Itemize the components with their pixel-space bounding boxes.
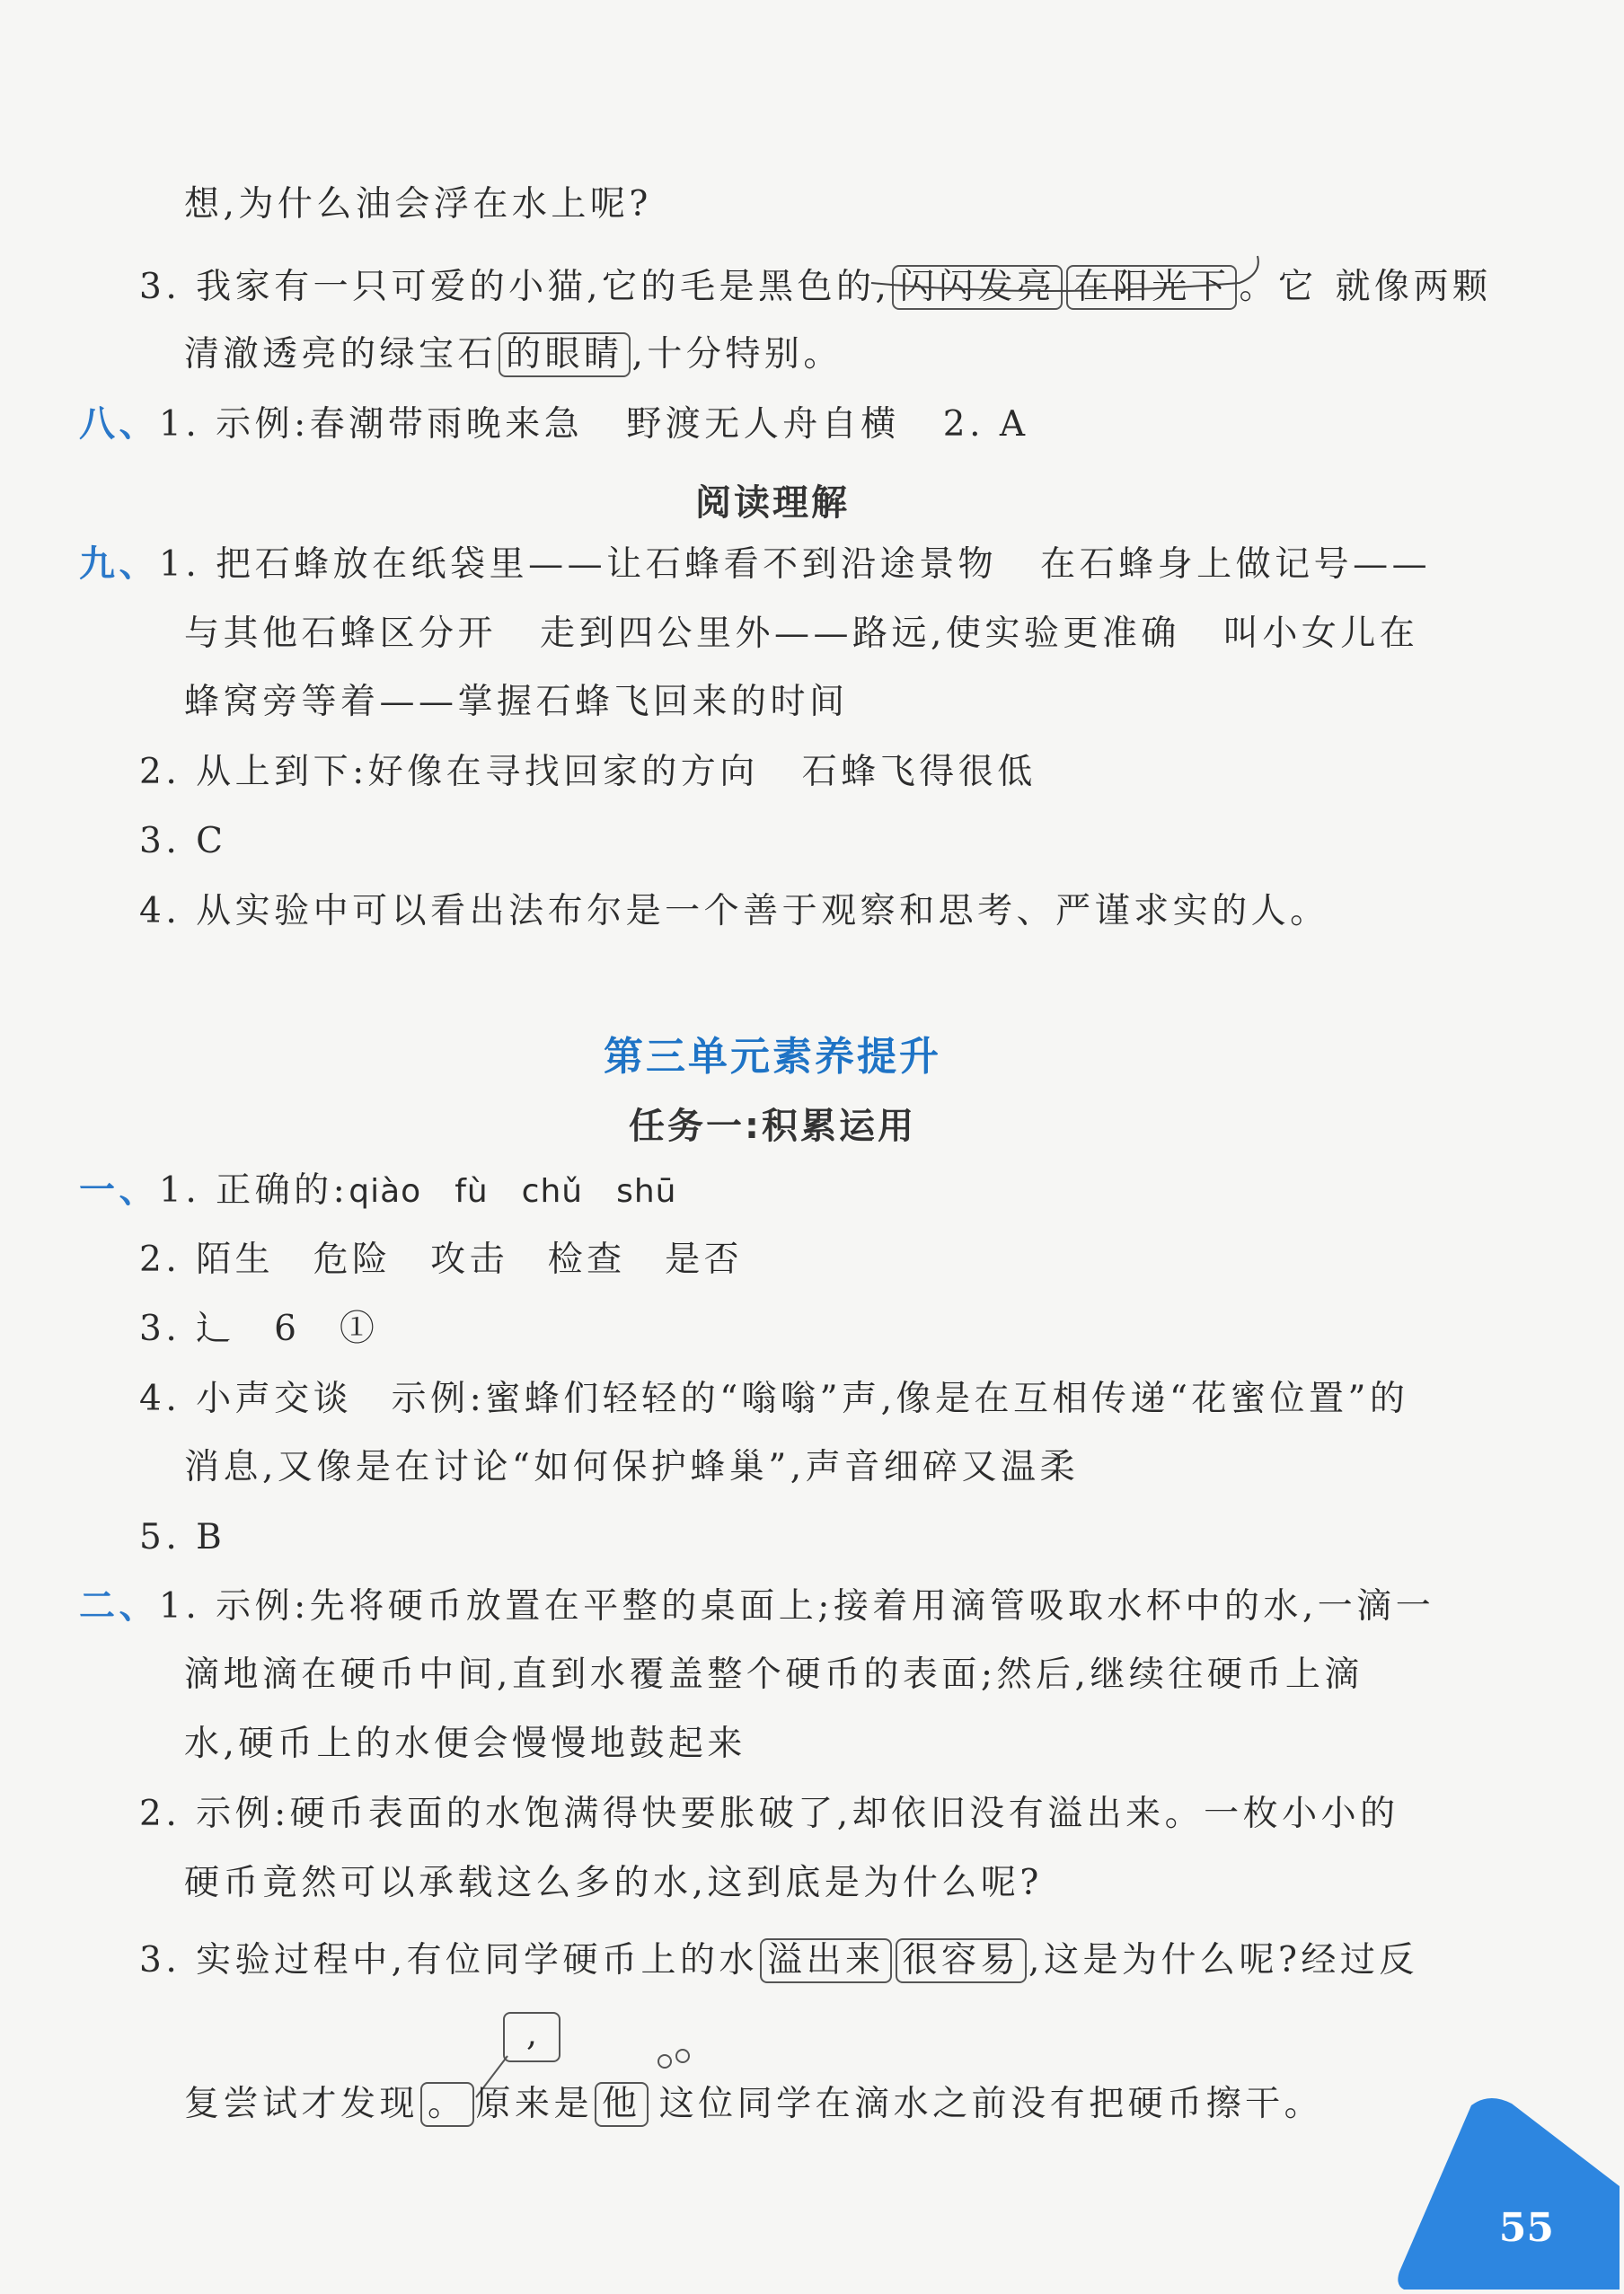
answer-line: 5. B	[139, 1517, 226, 1557]
text-segment: 1. 示例:春潮带雨晚来急	[159, 404, 584, 445]
text-line: 想,为什么油会浮在水上呢?	[184, 184, 652, 225]
section-number: 一、	[79, 1169, 159, 1211]
text-line	[139, 265, 1491, 310]
answer-line	[79, 403, 1029, 445]
pinyin-answers: qiào fù chǔ shū	[349, 1173, 677, 1210]
text-segment: 就像两颗	[1335, 267, 1492, 307]
text-segment: 叫小女儿在	[1222, 613, 1419, 654]
text-segment: 石蜂飞得很低	[801, 752, 1037, 792]
correction-box: 很容易	[896, 1938, 1028, 1983]
answer-line: 4. 小声交谈 示例:蜜蜂们轻轻的“嗡嗡”声,像是在互相传递“花蜜位置”的	[139, 1379, 1409, 1419]
answer-line: 2. 陌生 危险 攻击 检查 是否	[139, 1240, 744, 1280]
text-segment: 1. 示例:先将硬币放置在平整的桌面上;接着用滴管吸取水杯中的水,一滴一	[159, 1586, 1435, 1627]
text-line: 水,硬币上的水便会慢慢地鼓起来	[184, 1724, 746, 1764]
text-line	[184, 332, 843, 377]
correction-box: 的眼睛	[499, 332, 631, 377]
answer-line	[79, 543, 1432, 585]
text-segment: 2. 从上到下:好像在寻找回家的方向	[139, 752, 759, 792]
page-number: 55	[1498, 2205, 1554, 2251]
task-heading: 任务一:积累运用	[629, 1106, 916, 1147]
section-number: 八、	[79, 403, 159, 445]
text-segment: 这位同学在滴水之前没有把硬币擦干。	[658, 2084, 1324, 2124]
insert-mark-box: ,	[503, 2012, 560, 2062]
text-segment: ,十分特别。	[631, 334, 843, 375]
text-segment: 清澈透亮的绿宝石	[184, 334, 498, 375]
page-corner	[1390, 2087, 1624, 2294]
correction-box: 在阳光下	[1066, 265, 1237, 310]
text-segment: 。它	[1239, 267, 1318, 307]
text-segment: 与其他石蜂区分开	[184, 613, 498, 654]
swap-mark	[862, 247, 1275, 301]
text-segment: 1. 正确的:	[159, 1170, 349, 1211]
text-segment: 野渡无人舟自横	[626, 404, 900, 445]
answer-line	[139, 754, 1037, 790]
answer-line: 3. C	[139, 821, 227, 861]
text-segment: 3. 我家有一只可爱的小猫,它的毛是黑色的,	[139, 267, 891, 307]
correction-box: 他	[595, 2082, 649, 2127]
section-number: 二、	[79, 1585, 159, 1627]
text-segment: ,这是为什么呢?经过反	[1028, 1940, 1418, 1981]
section-heading: 阅读理解	[695, 482, 850, 524]
section-number: 九、	[79, 543, 159, 585]
answer-line	[79, 1585, 1435, 1627]
text-segment: 走到四公里外——路远,使实验更准确	[540, 613, 1180, 654]
unit-heading: 第三单元素养提升	[604, 1034, 941, 1080]
answer-line: 2. 示例:硬币表面的水饱满得快要胀破了,却依旧没有溢出来。一枚小小的	[139, 1794, 1399, 1834]
text-line: 硬币竟然可以承载这么多的水,这到底是为什么呢?	[184, 1863, 1043, 1903]
correction-box: 。	[420, 2082, 474, 2127]
text-line	[184, 613, 1419, 654]
delete-mark	[647, 2043, 701, 2079]
correction-box: 溢出来	[760, 1938, 892, 1983]
answer-line	[79, 1169, 677, 1211]
text-segment: 3. 实验过程中,有位同学硬币上的水	[139, 1940, 759, 1981]
correction-box: 闪闪发亮	[892, 265, 1063, 310]
text-segment: 2. A	[942, 404, 1029, 445]
answer-line: 4. 从实验中可以看出法布尔是一个善于观察和思考、严谨求实的人。	[139, 891, 1329, 931]
text-segment: 1. 把石蜂放在纸袋里——让石蜂看不到沿途景物	[159, 544, 998, 585]
text-line	[184, 2082, 1323, 2127]
corner-shape	[1390, 2087, 1624, 2294]
text-line: 消息,又像是在讨论“如何保护蜂巢”,声音细碎又温柔	[184, 1447, 1080, 1487]
text-line: 蜂窝旁等着——掌握石蜂飞回来的时间	[184, 682, 849, 722]
text-line: 滴地滴在硬币中间,直到水覆盖整个硬币的表面;然后,继续往硬币上滴	[184, 1654, 1364, 1695]
text-segment: 复尝试才发现	[184, 2084, 419, 2124]
answer-line	[139, 1938, 1418, 1983]
text-segment: 原来是	[475, 2084, 594, 2124]
text-segment: 在石蜂身上做记号——	[1040, 544, 1432, 585]
answer-line: 3. 辶 6 ①	[139, 1309, 379, 1349]
